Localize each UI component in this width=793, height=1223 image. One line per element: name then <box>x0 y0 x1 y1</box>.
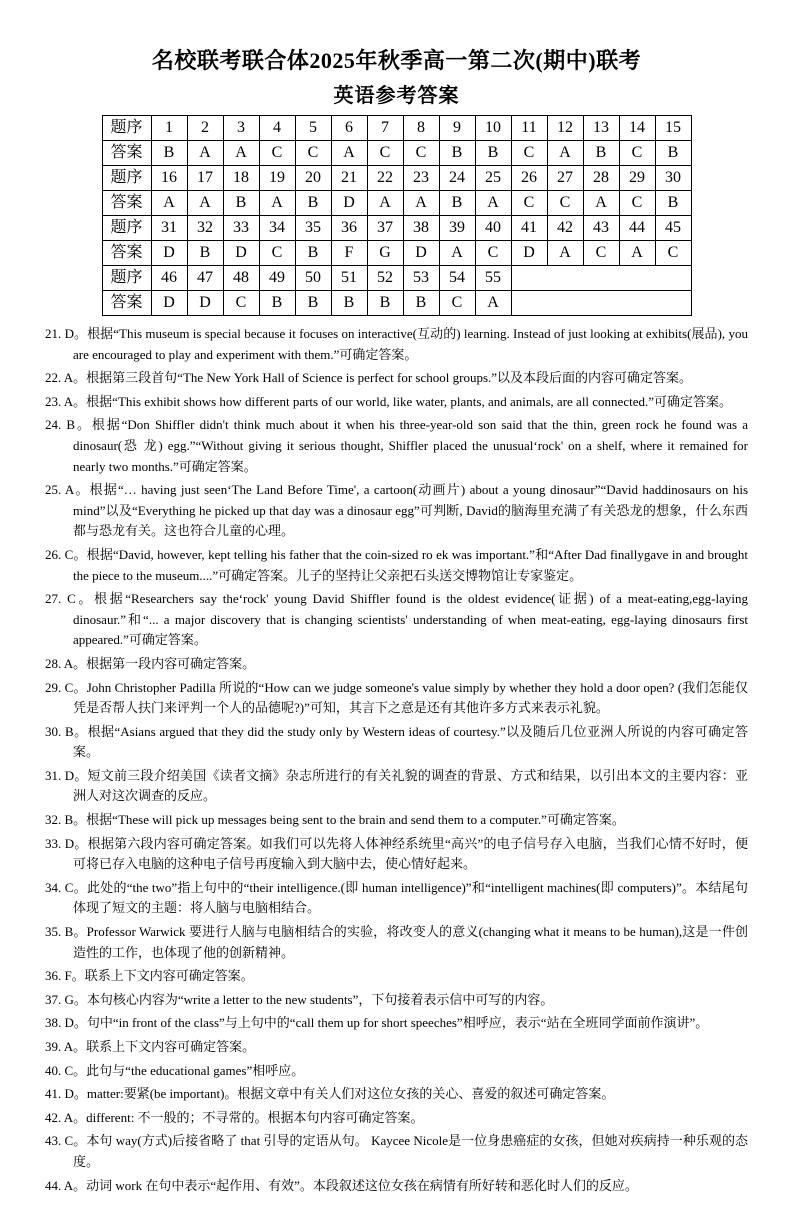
explanation-item <box>45 990 748 1011</box>
question-number-cell: 25 <box>475 166 511 191</box>
explanation-text: 根据“Researchers say the‘rock' young David Shiffler found is the oldest evidence(证据) of a meat-eating,egg-laying dinosaur.”和“... a major discovery that is changing scientists' understanding of when meat-eating, egg-laying dinosaurs first appeared.”可确定答案。 <box>73 591 748 648</box>
explanation-item <box>45 1084 748 1105</box>
answer-cell: C <box>583 241 619 266</box>
explanation-item <box>45 589 748 651</box>
answer-cell: A <box>439 241 475 266</box>
question-number-cell: 38 <box>403 216 439 241</box>
answer-row <box>102 291 691 316</box>
question-number-cell: 16 <box>151 166 187 191</box>
question-number-cell: 20 <box>295 166 331 191</box>
question-number-cell: 10 <box>475 116 511 141</box>
question-number-row <box>102 216 691 241</box>
explanation-text: 根据第三段首句“The New York Hall of Science is perfect for school groups.”以及本段后面的内容可确定答案。 <box>86 370 693 386</box>
question-number-cell: 19 <box>259 166 295 191</box>
answer-cell: B <box>295 291 331 316</box>
explanation-number-answer: 32. B。 <box>45 812 87 828</box>
answer-cell: A <box>547 141 583 166</box>
explanation-text: John Christopher Padilla 所说的“How can we judge someone's value simply by whether they hold a door open? (我们怎能仅凭是否帮人扶门来评判一个人的品德呢?)”可知，其言下之意是还有其他许多方式来表示礼貌。 <box>73 679 748 716</box>
question-number-cell: 54 <box>439 266 475 291</box>
question-number-cell: 42 <box>547 216 583 241</box>
explanation-number-answer: 29. C。 <box>45 679 87 695</box>
answer-cell: C <box>547 191 583 216</box>
question-number-cell: 4 <box>259 116 295 141</box>
answer-cell: C <box>475 241 511 266</box>
answer-cell: C <box>259 241 295 266</box>
answer-cell: C <box>223 291 259 316</box>
question-number-cell: 12 <box>547 116 583 141</box>
answer-cell: A <box>367 191 403 216</box>
explanation-item <box>45 368 748 389</box>
answer-cell: A <box>619 241 655 266</box>
explanation-text: Professor Warwick 要进行人脑与电脑相结合的实验，将改变人的意义(changing what it means to be human),这是一件创造性的工作，也体现了他的创新精神。 <box>73 924 748 960</box>
explanation-number-answer: 38. D。 <box>45 1015 87 1031</box>
explanation-number-answer: 34. C。 <box>45 879 87 895</box>
explanation-item <box>45 878 748 919</box>
row-label: 题序 <box>102 166 151 191</box>
question-number-cell: 49 <box>259 266 295 291</box>
explanation-number-answer: 42. A。 <box>45 1109 87 1125</box>
explanation-text: 本句 way(方式)后接省略了 that 引导的定语从句。 Kaycee Nicole是一位身患癌症的女孩，但她对疾病持一种乐观的态度。 <box>73 1133 749 1169</box>
empty-cell <box>511 291 691 316</box>
answer-row <box>102 191 691 216</box>
answer-cell: A <box>259 191 295 216</box>
explanation-number-answer: 43. C。 <box>45 1133 87 1149</box>
row-label: 答案 <box>102 241 151 266</box>
question-number-cell: 6 <box>331 116 367 141</box>
explanation-number-answer: 22. A。 <box>45 370 87 386</box>
row-label: 答案 <box>102 291 151 316</box>
empty-cell <box>511 266 691 291</box>
explanation-text: 根据第六段内容可确定答案。如我们可以先将人体神经系统里“高兴”的电子信号存入电脑，当我们心情不好时，便可将已存入电脑的这种电子信号再度输入到大脑中去，使心情好起来。 <box>73 835 749 872</box>
answer-cell: D <box>151 241 187 266</box>
answer-cell: C <box>619 191 655 216</box>
answer-cell: C <box>619 141 655 166</box>
explanation-number-answer: 36. F。 <box>45 968 85 984</box>
explanation-number-answer: 27. C。 <box>45 591 94 607</box>
explanation-item <box>45 480 748 542</box>
answer-table-body <box>102 116 691 316</box>
explanation-item <box>45 1108 748 1129</box>
explanation-text: 根据第一段内容可确定答案。 <box>86 655 256 671</box>
explanation-text: 本句核心内容为“write a letter to the new students”，下句接着表示信中可写的内容。 <box>86 991 554 1007</box>
answer-cell: C <box>511 191 547 216</box>
answer-cell: B <box>259 291 295 316</box>
answer-cell: C <box>295 141 331 166</box>
question-number-cell: 39 <box>439 216 475 241</box>
explanations-list <box>45 324 748 1196</box>
question-number-cell: 33 <box>223 216 259 241</box>
explanation-item <box>45 766 748 807</box>
explanation-text: different: 不一般的；不寻常的。根据本句内容可确定答案。 <box>86 1109 424 1125</box>
explanation-text: matter:要紧(be important)。根据文章中有关人们对这位女孩的关心、喜爱的叙述可确定答案。 <box>86 1086 615 1102</box>
explanation-text: 动词 work 在句中表示“起作用、有效”。本段叙述这位女孩在病情有所好转和恶化时人们的反应。 <box>86 1177 638 1193</box>
question-number-cell: 43 <box>583 216 619 241</box>
explanation-number-answer: 33. D。 <box>45 835 88 851</box>
explanation-text: 联系上下文内容可确定答案。 <box>84 968 254 984</box>
answer-key-table <box>102 115 692 316</box>
page-title: 名校联考联合体2025年秋季高一第二次(期中)联考 <box>151 48 642 73</box>
explanation-number-answer: 30. B。 <box>45 723 88 739</box>
answer-cell: A <box>547 241 583 266</box>
question-number-cell: 23 <box>403 166 439 191</box>
explanation-text: 根据“This museum is special because it focuses on interactive(互动的) learning. Instead of just looking at exhibits(展品), you are encouraged to play and experiment with them.”可确定答案。 <box>73 326 748 362</box>
question-number-row <box>102 266 691 291</box>
question-number-cell: 28 <box>583 166 619 191</box>
question-number-cell: 27 <box>547 166 583 191</box>
question-number-cell: 13 <box>583 116 619 141</box>
question-number-cell: 41 <box>511 216 547 241</box>
explanation-text: 根据“David, however, kept telling his father that the coin-sized ro ek was important.”和“After Dad finallygave in and brought the piece to the museum....”可确定答案。儿子的坚持让父亲把石头送交博物馆让专家鉴定。 <box>73 546 748 583</box>
explanation-item <box>45 1037 748 1058</box>
explanation-number-answer: 23. A。 <box>45 393 87 409</box>
explanation-number-answer: 31. D。 <box>45 767 88 783</box>
answer-cell: B <box>151 141 187 166</box>
explanation-number-answer: 37. G。 <box>45 991 87 1007</box>
question-number-cell: 26 <box>511 166 547 191</box>
answer-cell: B <box>331 291 367 316</box>
answer-cell: D <box>151 291 187 316</box>
explanation-item <box>45 324 748 365</box>
question-number-cell: 51 <box>331 266 367 291</box>
answer-cell: A <box>403 191 439 216</box>
answer-cell: A <box>223 141 259 166</box>
page-subtitle: 英语参考答案 <box>333 85 460 107</box>
answer-cell: C <box>403 141 439 166</box>
answer-cell: C <box>511 141 547 166</box>
answer-cell: F <box>331 241 367 266</box>
question-number-cell: 31 <box>151 216 187 241</box>
explanation-number-answer: 24. B。 <box>45 417 92 433</box>
row-label: 题序 <box>102 216 151 241</box>
explanation-text: 此处的“the two”指上句中的“their intelligence.(即 human intelligence)”和“intelligent machines(即 computers)”。本结尾句体现了短文的主题：将人脑与电脑相结合。 <box>73 879 749 916</box>
question-number-cell: 22 <box>367 166 403 191</box>
explanation-text: 短文前三段介绍美国《读者文摘》杂志所进行的有关礼貌的调查的背景、方式和结果，以引出本文的主要内容：亚洲人对这次调查的反应。 <box>73 767 748 804</box>
question-number-cell: 53 <box>403 266 439 291</box>
question-number-cell: 29 <box>619 166 655 191</box>
answer-cell: C <box>439 291 475 316</box>
explanation-number-answer: 21. D。 <box>45 326 88 341</box>
answer-cell: C <box>655 241 691 266</box>
explanation-item <box>45 654 748 675</box>
question-number-cell: 7 <box>367 116 403 141</box>
answer-cell: C <box>367 141 403 166</box>
answer-cell: B <box>223 191 259 216</box>
row-label: 答案 <box>102 141 151 166</box>
answer-cell: A <box>331 141 367 166</box>
question-number-row <box>102 166 691 191</box>
explanation-number-answer: 35. B。 <box>45 924 87 940</box>
explanation-number-answer: 25. A。 <box>45 482 90 498</box>
explanation-item <box>45 966 748 987</box>
row-label: 答案 <box>102 191 151 216</box>
explanation-text: 根据“This exhibit shows how different parts of our world, like water, plants, and animals, are all connected.”可确定答案。 <box>86 393 733 409</box>
answer-row <box>102 141 691 166</box>
question-number-cell: 52 <box>367 266 403 291</box>
question-number-cell: 5 <box>295 116 331 141</box>
answer-cell: D <box>403 241 439 266</box>
explanation-text: 根据“These will pick up messages being sent to the brain and send them to a computer.”可确定答案。 <box>86 812 625 828</box>
answer-cell: B <box>187 241 223 266</box>
answer-cell: A <box>187 141 223 166</box>
answer-cell: B <box>655 191 691 216</box>
explanation-item <box>45 722 748 763</box>
explanation-number-answer: 40. C。 <box>45 1062 87 1078</box>
question-number-cell: 21 <box>331 166 367 191</box>
explanation-item <box>45 392 748 413</box>
explanation-text: 根据“Asians argued that they did the study only by Western ideas of courtesy.”以及随后几位亚洲人所说的内容可确定答案。 <box>73 723 748 760</box>
answer-cell: B <box>439 141 475 166</box>
answer-row <box>102 241 691 266</box>
question-number-cell: 17 <box>187 166 223 191</box>
question-number-cell: 18 <box>223 166 259 191</box>
explanation-item <box>45 415 748 477</box>
question-number-cell: 48 <box>223 266 259 291</box>
question-number-cell: 32 <box>187 216 223 241</box>
answer-cell: A <box>583 191 619 216</box>
answer-cell: A <box>151 191 187 216</box>
explanation-item <box>45 810 748 831</box>
explanation-number-answer: 41. D。 <box>45 1086 87 1102</box>
answer-cell: B <box>475 141 511 166</box>
answer-cell: A <box>187 191 223 216</box>
explanation-item <box>45 1061 748 1082</box>
question-number-cell: 9 <box>439 116 475 141</box>
question-number-cell: 14 <box>619 116 655 141</box>
explanation-number-answer: 26. C。 <box>45 546 87 562</box>
answer-cell: D <box>511 241 547 266</box>
question-number-cell: 34 <box>259 216 295 241</box>
question-number-cell: 45 <box>655 216 691 241</box>
explanation-item <box>45 834 748 875</box>
answer-cell: D <box>331 191 367 216</box>
explanation-item <box>45 922 748 963</box>
explanation-text: 联系上下文内容可确定答案。 <box>86 1039 256 1054</box>
question-number-cell: 46 <box>151 266 187 291</box>
answer-cell: D <box>187 291 223 316</box>
answer-cell: B <box>403 291 439 316</box>
question-number-cell: 44 <box>619 216 655 241</box>
row-label: 题序 <box>102 266 151 291</box>
answer-cell: B <box>439 191 475 216</box>
question-number-cell: 8 <box>403 116 439 141</box>
answer-cell: G <box>367 241 403 266</box>
question-number-cell: 2 <box>187 116 223 141</box>
answer-cell: B <box>655 141 691 166</box>
explanation-text: 句中“in front of the class”与上句中的“call them up for short speeches”相呼应，表示“站在全班同学面前作演讲”。 <box>86 1015 709 1031</box>
question-number-cell: 55 <box>475 266 511 291</box>
answer-cell: B <box>295 241 331 266</box>
explanation-text: 根据“… having just seen‘The Land Before Time', a cartoon(动画片) about a young dinosaur”“David haddinosaurs on his mind”以及“Everything he picked up that day was a dinosaur egg”可判断, David的脑海里充满了有关恐龙的想象，什么东西都与恐龙有关。这也符合儿童的心理。 <box>73 482 749 539</box>
answer-cell: B <box>367 291 403 316</box>
explanation-text: 根据“Don Shiffler didn't think much about it when his three-year-old son said that the thin, green rock he found was a dinosaur(恐 龙) egg.”“Without giving it serious thought, Shiffler placed the unusual‘rock' on a shelf, where it remained for nearly two months.”可确定答案。 <box>73 417 748 474</box>
question-number-cell: 24 <box>439 166 475 191</box>
explanation-text: 此句与“the educational games”相呼应。 <box>86 1062 305 1078</box>
answer-cell: A <box>475 191 511 216</box>
explanation-item <box>45 1131 748 1172</box>
question-number-cell: 35 <box>295 216 331 241</box>
answer-cell: B <box>295 191 331 216</box>
answer-cell: A <box>475 291 511 316</box>
row-label: 题序 <box>102 116 151 141</box>
question-number-cell: 15 <box>655 116 691 141</box>
question-number-cell: 3 <box>223 116 259 141</box>
explanation-number-answer: 44. A。 <box>45 1177 87 1193</box>
question-number-row <box>102 116 691 141</box>
question-number-cell: 36 <box>331 216 367 241</box>
explanation-item <box>45 545 748 586</box>
explanation-number-answer: 39. A。 <box>45 1039 87 1054</box>
explanation-item <box>45 1176 748 1197</box>
answer-cell: B <box>583 141 619 166</box>
question-number-cell: 30 <box>655 166 691 191</box>
question-number-cell: 50 <box>295 266 331 291</box>
question-number-cell: 11 <box>511 116 547 141</box>
explanation-item <box>45 1013 748 1034</box>
answer-cell: D <box>223 241 259 266</box>
explanation-number-answer: 28. A。 <box>45 655 87 671</box>
question-number-cell: 1 <box>151 116 187 141</box>
answer-cell: C <box>259 141 295 166</box>
question-number-cell: 47 <box>187 266 223 291</box>
question-number-cell: 40 <box>475 216 511 241</box>
explanation-item <box>45 678 748 719</box>
question-number-cell: 37 <box>367 216 403 241</box>
